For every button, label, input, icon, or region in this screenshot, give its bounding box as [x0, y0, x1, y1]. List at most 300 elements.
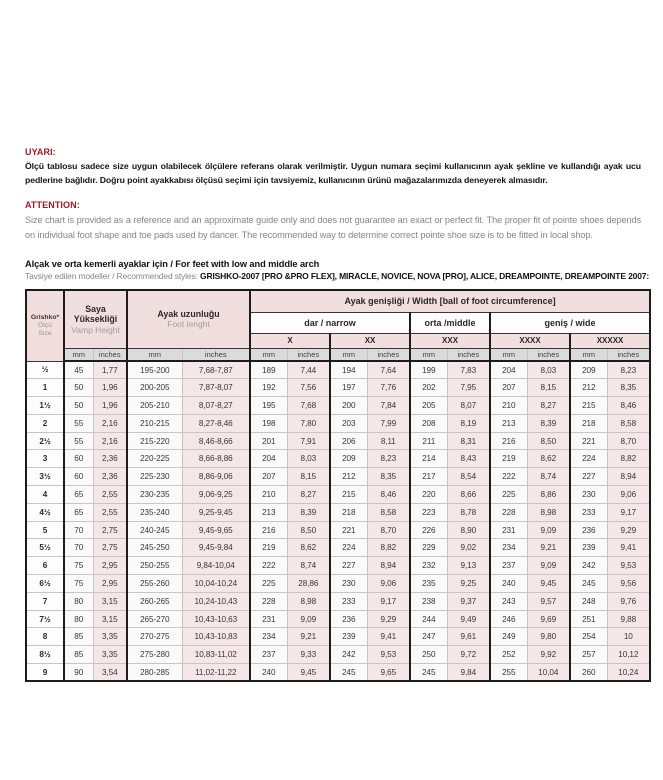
mm-cell: 260: [570, 664, 607, 682]
mm-cell: 249: [490, 628, 527, 646]
col-header-width-group: Ayak genişliği / Width [ball of foot circumference]: [250, 290, 650, 312]
header-row-groups: [26, 290, 650, 312]
mm-cell: 238: [410, 592, 447, 610]
mm-cell: 245: [410, 664, 447, 682]
inches-cell: 8,23: [367, 450, 410, 468]
inches-cell: 9,45: [287, 664, 330, 682]
mm-cell: 235: [410, 575, 447, 593]
mm-cell: 240: [490, 575, 527, 593]
mm-cell: 65: [64, 486, 93, 504]
inches-cell: 9,17: [607, 503, 650, 521]
inches-cell: 8,82: [607, 450, 650, 468]
mm-cell: 60: [64, 468, 93, 486]
mm-cell: 220: [410, 486, 447, 504]
size-cell: 4½: [26, 503, 64, 521]
mm-cell: 65: [64, 503, 93, 521]
mm-cell: 245-250: [127, 539, 182, 557]
inches-cell: 2,36: [93, 468, 127, 486]
inches-cell: 9,21: [527, 539, 570, 557]
inches-cell: 9,25-9,45: [182, 503, 250, 521]
size-cell: 6½: [26, 575, 64, 593]
mm-cell: 216: [490, 432, 527, 450]
mm-cell: 224: [330, 539, 367, 557]
inches-cell: 8,58: [367, 503, 410, 521]
mm-cell: 207: [250, 468, 287, 486]
mm-cell: 80: [64, 610, 93, 628]
inches-cell: 9,25: [447, 575, 490, 593]
inches-cell: 8,35: [607, 379, 650, 397]
inches-cell: 8,66-8,86: [182, 450, 250, 468]
inches-cell: 7,84: [367, 397, 410, 415]
table-row: [26, 361, 650, 379]
inches-cell: 2,75: [93, 521, 127, 539]
inches-cell: 7,91: [287, 432, 330, 450]
mm-cell: 90: [64, 664, 93, 682]
mm-cell: 219: [250, 539, 287, 557]
mm-cell: 245: [570, 575, 607, 593]
inches-cell: 2,55: [93, 486, 127, 504]
unit-header-inches: inches: [287, 348, 330, 361]
table-row: [26, 539, 650, 557]
size-cell: 1: [26, 379, 64, 397]
mm-cell: 221: [330, 521, 367, 539]
inches-cell: 8,50: [287, 521, 330, 539]
inches-cell: 2,75: [93, 539, 127, 557]
mm-cell: 210-215: [127, 414, 182, 432]
inches-cell: 9,21: [287, 628, 330, 646]
inches-cell: 10,24-10,43: [182, 592, 250, 610]
inches-cell: 2,95: [93, 575, 127, 593]
inches-cell: 9,53: [607, 557, 650, 575]
table-row: [26, 379, 650, 397]
inches-cell: 8,19: [447, 414, 490, 432]
unit-header-mm: mm: [490, 348, 527, 361]
inches-cell: 8,43: [447, 450, 490, 468]
inches-cell: 9,06: [367, 575, 410, 593]
inches-cell: 8,46: [607, 397, 650, 415]
inches-cell: 11,02-11,22: [182, 664, 250, 682]
mm-cell: 251: [570, 610, 607, 628]
mm-cell: 246: [490, 610, 527, 628]
mm-cell: 208: [410, 414, 447, 432]
mm-cell: 203: [330, 414, 367, 432]
inches-cell: 3,15: [93, 592, 127, 610]
mm-cell: 75: [64, 575, 93, 593]
mm-cell: 202: [410, 379, 447, 397]
inches-cell: 8,98: [527, 503, 570, 521]
mm-cell: 214: [410, 450, 447, 468]
recommended-styles-label: Tavsiye edilen modeller / Recommended styles:: [25, 271, 198, 281]
inches-cell: 2,16: [93, 432, 127, 450]
mm-cell: 216: [250, 521, 287, 539]
inches-cell: 2,95: [93, 557, 127, 575]
mm-cell: 223: [410, 503, 447, 521]
table-row: [26, 468, 650, 486]
mm-cell: 217: [410, 468, 447, 486]
col-header-middle: orta /middle: [410, 312, 490, 333]
mm-cell: 60: [64, 450, 93, 468]
inches-cell: 8,15: [287, 468, 330, 486]
table-row: [26, 592, 650, 610]
size-cell: 8½: [26, 646, 64, 664]
inches-cell: 9,53: [367, 646, 410, 664]
col-header-foot-length: [127, 290, 250, 348]
unit-header-inches: inches: [447, 348, 490, 361]
inches-cell: 8,39: [287, 503, 330, 521]
mm-cell: 250: [410, 646, 447, 664]
inches-cell: 8,27-8,46: [182, 414, 250, 432]
mm-cell: 225: [250, 575, 287, 593]
size-cell: ½: [26, 361, 64, 379]
inches-cell: 7,99: [367, 414, 410, 432]
inches-cell: 3,15: [93, 610, 127, 628]
warning-body-tr: Ölçü tablosu sadece size uygun olabilecek ölçülere referans olarak verilmiştir. Uygun numara seçimi kullanıcının ayak şekline ve kullandığı ayak ucu pedlerine bağlıdır. Doğru point ayakkabısı ölçüsü seçimi için tavsiyemiz, kullanıcının ürünü mağazalarımızda deneyerek almasıdır.: [25, 161, 641, 185]
mm-cell: 233: [570, 503, 607, 521]
size-cell: 7½: [26, 610, 64, 628]
inches-cell: 9,29: [367, 610, 410, 628]
mm-cell: 275-280: [127, 646, 182, 664]
header-row-units: [26, 348, 650, 361]
table-row: [26, 664, 650, 682]
mm-cell: 212: [330, 468, 367, 486]
mm-cell: 239: [330, 628, 367, 646]
inches-cell: 7,64: [367, 361, 410, 379]
inches-cell: 9,84-10,04: [182, 557, 250, 575]
col-header-narrow: dar / narrow: [250, 312, 410, 333]
mm-cell: 240: [250, 664, 287, 682]
inches-cell: 8,62: [527, 450, 570, 468]
table-row: [26, 646, 650, 664]
unit-header-mm: mm: [410, 348, 447, 361]
inches-cell: 8,07-8,27: [182, 397, 250, 415]
unit-header-mm: mm: [250, 348, 287, 361]
size-table: [25, 289, 651, 682]
grishko-olcu-label: Ölçü: [38, 321, 52, 329]
arch-section-title: Alçak ve orta kemerli ayaklar için / For feet with low and middle arch: [25, 259, 320, 269]
inches-cell: 9,65: [367, 664, 410, 682]
inches-cell: 8,27: [527, 397, 570, 415]
mm-cell: 197: [330, 379, 367, 397]
inches-cell: 8,46-8,66: [182, 432, 250, 450]
inches-cell: 8,39: [527, 414, 570, 432]
inches-cell: 9,02: [447, 539, 490, 557]
inches-cell: 7,76: [367, 379, 410, 397]
inches-cell: 2,55: [93, 503, 127, 521]
inches-cell: 10,12: [607, 646, 650, 664]
size-cell: 9: [26, 664, 64, 682]
inches-cell: 28,86: [287, 575, 330, 593]
mm-cell: 248: [570, 592, 607, 610]
inches-cell: 8,23: [607, 361, 650, 379]
inches-cell: 8,03: [527, 361, 570, 379]
mm-cell: 55: [64, 432, 93, 450]
vamp-height-en: Vamp Height: [71, 324, 120, 335]
inches-cell: 10: [607, 628, 650, 646]
mm-cell: 225: [490, 486, 527, 504]
mm-cell: 270-275: [127, 628, 182, 646]
mm-cell: 252: [490, 646, 527, 664]
inches-cell: 8,94: [607, 468, 650, 486]
size-cell: 6: [26, 557, 64, 575]
mm-cell: 207: [490, 379, 527, 397]
mm-cell: 209: [570, 361, 607, 379]
size-cell: 5: [26, 521, 64, 539]
inches-cell: 10,43-10,63: [182, 610, 250, 628]
inches-cell: 9,33: [287, 646, 330, 664]
inches-cell: 8,70: [607, 432, 650, 450]
inches-cell: 9,80: [527, 628, 570, 646]
unit-header-inches: inches: [182, 348, 250, 361]
size-cell: 3½: [26, 468, 64, 486]
inches-cell: 9,06-9,25: [182, 486, 250, 504]
foot-length-en: Foot lenght: [167, 319, 210, 330]
size-cell: 5½: [26, 539, 64, 557]
inches-cell: 8,46: [367, 486, 410, 504]
mm-cell: 237: [490, 557, 527, 575]
mm-cell: 195: [250, 397, 287, 415]
inches-cell: 8,54: [447, 468, 490, 486]
mm-cell: 225-230: [127, 468, 182, 486]
inches-cell: 9,41: [367, 628, 410, 646]
mm-cell: 80: [64, 592, 93, 610]
mm-cell: 213: [250, 503, 287, 521]
mm-cell: 224: [570, 450, 607, 468]
inches-cell: 9,09: [287, 610, 330, 628]
inches-cell: 9,45-9,84: [182, 539, 250, 557]
grishko-brand-label: Grishko*: [30, 313, 60, 321]
size-cell: 3: [26, 450, 64, 468]
mm-cell: 194: [330, 361, 367, 379]
inches-cell: 9,17: [367, 592, 410, 610]
inches-cell: 10,04-10,24: [182, 575, 250, 593]
size-cell: 4: [26, 486, 64, 504]
inches-cell: 7,44: [287, 361, 330, 379]
col-header-vamp-height: [64, 290, 127, 348]
inches-cell: 3,54: [93, 664, 127, 682]
mm-cell: 236: [330, 610, 367, 628]
inches-cell: 8,94: [367, 557, 410, 575]
inches-cell: 10,24: [607, 664, 650, 682]
inches-cell: 1,96: [93, 397, 127, 415]
inches-cell: 9,09: [527, 557, 570, 575]
mm-cell: 229: [410, 539, 447, 557]
mm-cell: 198: [250, 414, 287, 432]
inches-cell: 10,04: [527, 664, 570, 682]
mm-cell: 211: [410, 432, 447, 450]
mm-cell: 230-235: [127, 486, 182, 504]
inches-cell: 8,07: [447, 397, 490, 415]
inches-cell: 9,88: [607, 610, 650, 628]
inches-cell: 9,45: [527, 575, 570, 593]
mm-cell: 227: [330, 557, 367, 575]
mm-cell: 220-225: [127, 450, 182, 468]
mm-cell: 239: [570, 539, 607, 557]
mm-cell: 228: [250, 592, 287, 610]
inches-cell: 2,36: [93, 450, 127, 468]
mm-cell: 265-270: [127, 610, 182, 628]
inches-cell: 8,74: [527, 468, 570, 486]
grishko-size-label: Size: [38, 329, 52, 337]
mm-cell: 204: [490, 361, 527, 379]
inches-cell: 8,82: [367, 539, 410, 557]
inches-cell: 1,77: [93, 361, 127, 379]
mm-cell: 192: [250, 379, 287, 397]
mm-cell: 222: [250, 557, 287, 575]
mm-cell: 236: [570, 521, 607, 539]
mm-cell: 204: [250, 450, 287, 468]
col-header-grishko-size: [26, 290, 64, 361]
inches-cell: 9,56: [607, 575, 650, 593]
warning-heading-tr: UYARI:: [25, 147, 56, 157]
inches-cell: 8,31: [447, 432, 490, 450]
mm-cell: 255-260: [127, 575, 182, 593]
mm-cell: 209: [330, 450, 367, 468]
inches-cell: 8,58: [607, 414, 650, 432]
inches-cell: 9,92: [527, 646, 570, 664]
unit-header-mm: mm: [127, 348, 182, 361]
mm-cell: 245: [330, 664, 367, 682]
mm-cell: 206: [330, 432, 367, 450]
unit-header-inches: inches: [93, 348, 127, 361]
inches-cell: 7,56: [287, 379, 330, 397]
col-header-x: X: [250, 333, 330, 348]
table-row: [26, 450, 650, 468]
size-cell: 2: [26, 414, 64, 432]
inches-cell: 7,95: [447, 379, 490, 397]
inches-cell: 9,45-9,65: [182, 521, 250, 539]
mm-cell: 231: [250, 610, 287, 628]
table-row: [26, 557, 650, 575]
mm-cell: 212: [570, 379, 607, 397]
col-header-xxx: XXX: [410, 333, 490, 348]
mm-cell: 222: [490, 468, 527, 486]
inches-cell: 8,11: [367, 432, 410, 450]
inches-cell: 3,35: [93, 628, 127, 646]
inches-cell: 8,62: [287, 539, 330, 557]
mm-cell: 50: [64, 397, 93, 415]
inches-cell: 8,15: [527, 379, 570, 397]
inches-cell: 8,86-9,06: [182, 468, 250, 486]
inches-cell: 7,68-7,87: [182, 361, 250, 379]
mm-cell: 213: [490, 414, 527, 432]
mm-cell: 45: [64, 361, 93, 379]
table-row: [26, 414, 650, 432]
inches-cell: 7,68: [287, 397, 330, 415]
mm-cell: 218: [570, 414, 607, 432]
inches-cell: 9,57: [527, 592, 570, 610]
unit-header-inches: inches: [527, 348, 570, 361]
inches-cell: 8,66: [447, 486, 490, 504]
mm-cell: 247: [410, 628, 447, 646]
mm-cell: 210: [250, 486, 287, 504]
inches-cell: 9,61: [447, 628, 490, 646]
inches-cell: 9,29: [607, 521, 650, 539]
mm-cell: 230: [570, 486, 607, 504]
col-header-xxxxx: XXXXX: [570, 333, 650, 348]
foot-length-tr: Ayak uzunluğu: [157, 308, 220, 319]
mm-cell: 215-220: [127, 432, 182, 450]
mm-cell: 243: [490, 592, 527, 610]
inches-cell: 9,13: [447, 557, 490, 575]
size-cell: 1½: [26, 397, 64, 415]
mm-cell: 234: [250, 628, 287, 646]
mm-cell: 195-200: [127, 361, 182, 379]
mm-cell: 221: [570, 432, 607, 450]
mm-cell: 230: [330, 575, 367, 593]
inches-cell: 8,98: [287, 592, 330, 610]
table-row: [26, 575, 650, 593]
inches-cell: 8,70: [367, 521, 410, 539]
table-row: [26, 521, 650, 539]
inches-cell: 9,69: [527, 610, 570, 628]
warning-body-en: Size chart is provided as a reference and an approximate guide only and does not guarantee an exact or perfect fit. The proper fit of pointe shoes depends on individual foot shape and toe pads used by dancer. The recommended way to determine correct pointe shoe size is to be fitted in local shop.: [25, 215, 641, 240]
unit-header-mm: mm: [330, 348, 367, 361]
inches-cell: 7,80: [287, 414, 330, 432]
mm-cell: 226: [410, 521, 447, 539]
inches-cell: 9,84: [447, 664, 490, 682]
mm-cell: 244: [410, 610, 447, 628]
inches-cell: 1,96: [93, 379, 127, 397]
recommended-styles-value: GRISHKO-2007 [PRO &PRO FLEX], MIRACLE, NOVICE, NOVA [PRO], ALICE, DREAMPOINTE, DREAMPOINTE 2007:: [200, 271, 650, 281]
mm-cell: 260-265: [127, 592, 182, 610]
inches-cell: 8,27: [287, 486, 330, 504]
mm-cell: 205-210: [127, 397, 182, 415]
mm-cell: 205: [410, 397, 447, 415]
inches-cell: 8,78: [447, 503, 490, 521]
mm-cell: 235-240: [127, 503, 182, 521]
size-cell: 7: [26, 592, 64, 610]
inches-cell: 9,41: [607, 539, 650, 557]
inches-cell: 8,90: [447, 521, 490, 539]
mm-cell: 189: [250, 361, 287, 379]
inches-cell: 7,83: [447, 361, 490, 379]
unit-header-mm: mm: [570, 348, 607, 361]
inches-cell: 9,09: [527, 521, 570, 539]
table-row: [26, 486, 650, 504]
mm-cell: 215: [330, 486, 367, 504]
inches-cell: 9,76: [607, 592, 650, 610]
inches-cell: 2,16: [93, 414, 127, 432]
mm-cell: 219: [490, 450, 527, 468]
inches-cell: 9,49: [447, 610, 490, 628]
vamp-height-tr: Saya Yüksekliği: [73, 303, 118, 324]
mm-cell: 280-285: [127, 664, 182, 682]
unit-header-inches: inches: [607, 348, 650, 361]
table-row: [26, 610, 650, 628]
inches-cell: 9,37: [447, 592, 490, 610]
size-cell: 8: [26, 628, 64, 646]
inches-cell: 8,03: [287, 450, 330, 468]
inches-cell: 7,87-8,07: [182, 379, 250, 397]
mm-cell: 232: [410, 557, 447, 575]
col-header-xx: XX: [330, 333, 410, 348]
recommended-styles-line: [25, 271, 650, 281]
unit-header-mm: mm: [64, 348, 93, 361]
unit-header-inches: inches: [367, 348, 410, 361]
inches-cell: 10,43-10,83: [182, 628, 250, 646]
mm-cell: 200: [330, 397, 367, 415]
table-row: [26, 503, 650, 521]
size-chart-page: [25, 147, 650, 682]
col-header-wide: geniş / wide: [490, 312, 650, 333]
mm-cell: 210: [490, 397, 527, 415]
mm-cell: 233: [330, 592, 367, 610]
mm-cell: 70: [64, 521, 93, 539]
col-header-xxxx: XXXX: [490, 333, 570, 348]
inches-cell: 3,35: [93, 646, 127, 664]
mm-cell: 85: [64, 628, 93, 646]
mm-cell: 237: [250, 646, 287, 664]
